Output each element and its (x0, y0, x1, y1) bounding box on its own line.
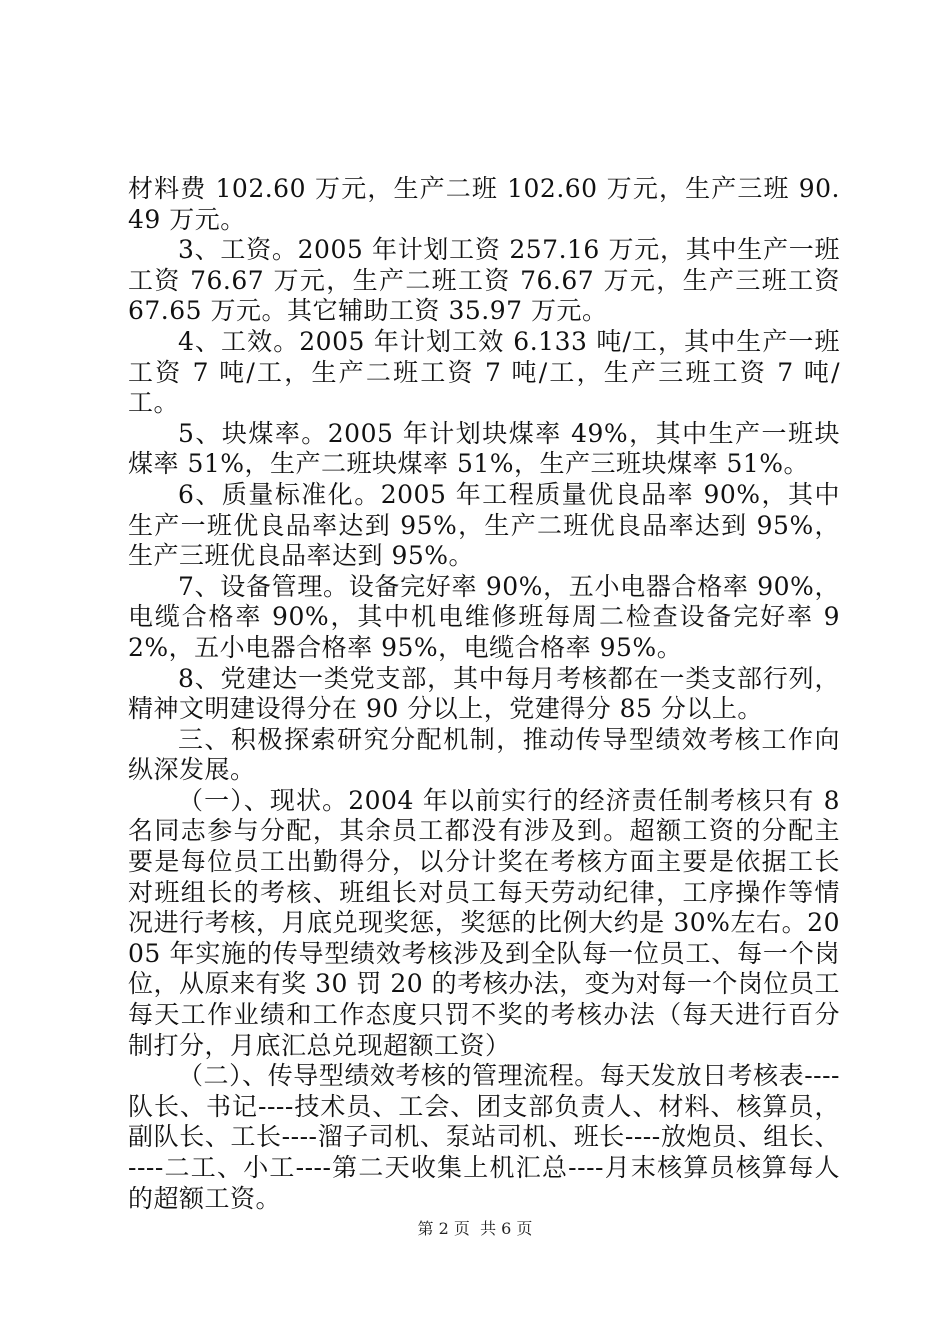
paragraph-materials-cost: 材料费 102.60 万元，生产二班 102.60 万元，生产三班 90.49 万元。 (128, 174, 840, 234)
section-heading-distribution: 三、积极探索研究分配机制，推动传导型绩效考核工作向纵深发展。 (128, 724, 840, 785)
paragraph-wages: 3、工资。2005 年计划工资 257.16 万元，其中生产一班工资 76.67 万元，生产二班工资 76.67 万元，生产三班工资 67.65 万元。其它辅助工资 35.97 万元。 (128, 235, 840, 326)
paragraph-work-efficiency: 4、工效。2005 年计划工效 6.133 吨/工，其中生产一班工资 7 吨/工，生产二班工资 7 吨/工，生产三班工资 7 吨/工。 (128, 326, 840, 418)
document-body (128, 174, 840, 1214)
page-footer (0, 1216, 950, 1239)
paragraph-management-flow: （二）、传导型绩效考核的管理流程。每天发放日考核表----队长、书记----技术员、工会、团支部负责人、材料、核算员，副队长、工长----溜子司机、泵站司机、班长----放炮员、组长、----二工、小工----第二天收集上机汇总----月末核算员核算每人的超额工资。 (128, 1061, 840, 1213)
paragraph-equipment-management: 7、设备管理。设备完好率 90%，五小电器合格率 90%，电缆合格率 90%，其中机电维修班每周二检查设备完好率 92%，五小电器合格率 95%，电缆合格率 95%。 (128, 571, 840, 662)
paragraph-quality-standard: 6、质量标准化。2005 年工程质量优良品率 90%，其中生产一班优良品率达到 95%，生产二班优良品率达到 95%，生产三班优良品率达到 95%。 (128, 479, 840, 571)
paragraph-current-status: （一）、现状。2004 年以前实行的经济责任制考核只有 8 名同志参与分配，其余员工都没有涉及到。超额工资的分配主要是每位员工出勤得分，以分计奖在考核方面主要是依据工长对班组长的考核、班组长对员工每天劳动纪律，工序操作等情况进行考核，月底兑现奖惩，奖惩的比例大约是 30%左右。2005 年实施的传导型绩效考核涉及到全队每一位员工、每一个岗位，从原来有奖 30 罚 20 的考核办法，变为对每一个岗位员工每天工作业绩和工作态度只罚不奖的考核办法（每天进行百分制打分，月底汇总兑现超额工资） (128, 785, 840, 1060)
paragraph-party-building: 8、党建达一类党支部，其中每月考核都在一类支部行列，精神文明建设得分在 90 分以上，党建得分 85 分以上。 (128, 663, 840, 724)
paragraph-lump-coal-rate: 5、块煤率。2005 年计划块煤率 49%，其中生产一班块煤率 51%，生产二班块煤率 51%，生产三班块煤率 51%。 (128, 418, 840, 479)
page-number-label: 第 2 页 共 6 页 (417, 1219, 533, 1238)
